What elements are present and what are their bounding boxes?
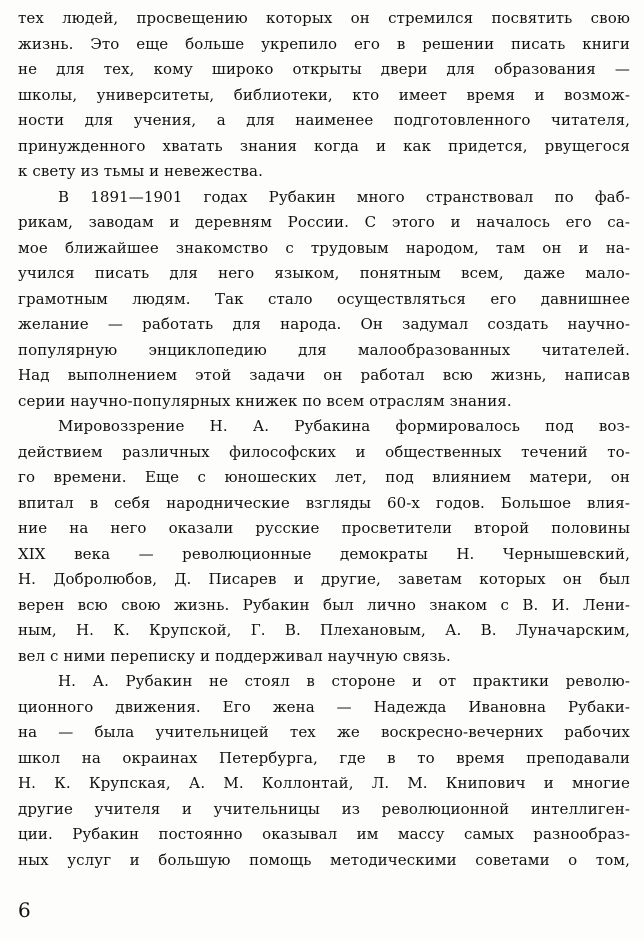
text-line: желание — работать для народа. Он задумал создать научно- xyxy=(18,315,630,333)
text-line: ние на него оказали русские просветители второй половины xyxy=(18,519,630,537)
paragraph xyxy=(18,669,630,873)
page-number: 6 xyxy=(18,898,31,922)
text-line: принужденного хватать знания когда и как придется, рвущегося xyxy=(18,136,630,155)
text-line: го времени. Еще с юношеских лет, под влиянием матери, он xyxy=(18,468,630,486)
text-line: к свету из тьмы и невежества. xyxy=(18,162,263,180)
text-line: ции. Рубакин постоянно оказывал им массу самых разнообраз- xyxy=(18,825,630,843)
text-line: Мировоззрение Н. А. Рубакина формировалось под воз- xyxy=(58,417,630,435)
text-line: ности для учения, а для наименее подготовленного читателя, xyxy=(18,111,630,129)
text-line: не для тех, кому широко открыты двери для образования — xyxy=(18,60,630,78)
text-line: грамотным людям. Так стало осуществляться его давнишнее xyxy=(18,289,630,308)
text-line: учился писать для него языком, понятным всем, даже мало- xyxy=(18,264,630,282)
text-line: жизнь. Это еще больше укрепило его в решении писать книги xyxy=(18,34,630,53)
text-line: мое ближайшее знакомство с трудовым народом, там он и на- xyxy=(18,238,630,257)
text-line: тех людей, просвещению которых он стремился посвятить свою xyxy=(18,9,630,27)
text-line: на — была учительницей тех же воскресно-вечерних рабочих xyxy=(18,723,630,741)
text-line: ным, Н. К. Крупской, Г. В. Плехановым, А. В. Луначарским, xyxy=(18,621,630,639)
text-line: ных услуг и большую помощь методическими советами о том, xyxy=(18,850,630,869)
text-line: вел с ними переписку и поддерживал научную связь. xyxy=(18,646,451,665)
text-line: действием различных философских и общественных течений то- xyxy=(18,442,630,461)
body-text xyxy=(18,6,630,873)
text-line: популярную энциклопедию для малообразованных читателей. xyxy=(18,340,630,359)
text-line: Над выполнением этой задачи он работал всю жизнь, написав xyxy=(18,366,630,384)
paragraph xyxy=(18,6,630,185)
text-line: ционного движения. Его жена — Надежда Ивановна Рубаки- xyxy=(18,697,630,716)
text-line: Н. А. Рубакин не стоял в стороне и от практики револю- xyxy=(58,672,630,690)
text-line: рикам, заводам и деревням России. С этого и началось его са- xyxy=(18,213,630,231)
paragraph xyxy=(18,185,630,415)
paragraph xyxy=(18,414,630,669)
text-line: школ на окраинах Петербурга, где в то время преподавали xyxy=(18,748,630,767)
text-line: школы, университеты, библиотеки, кто имеет время и возмож- xyxy=(18,85,630,104)
text-line: В 1891—1901 годах Рубакин много странствовал по фаб- xyxy=(58,187,630,206)
text-line: впитал в себя народнические взгляды 60-х годов. Большое влия- xyxy=(18,493,630,512)
text-line: серии научно-популярных книжек по всем отраслям знания. xyxy=(18,391,512,410)
text-line: Н. Добролюбов, Д. Писарев и другие, заветам которых он был xyxy=(18,570,630,588)
text-line: другие учителя и учительницы из революционной интеллиген- xyxy=(18,799,630,818)
text-line: верен всю свою жизнь. Рубакин был лично знаком с В. И. Лени- xyxy=(18,595,630,614)
text-line: XIX века — революционные демократы Н. Чернышевский, xyxy=(18,544,630,563)
text-line: Н. К. Крупская, А. М. Коллонтай, Л. М. Книпович и многие xyxy=(18,774,630,792)
